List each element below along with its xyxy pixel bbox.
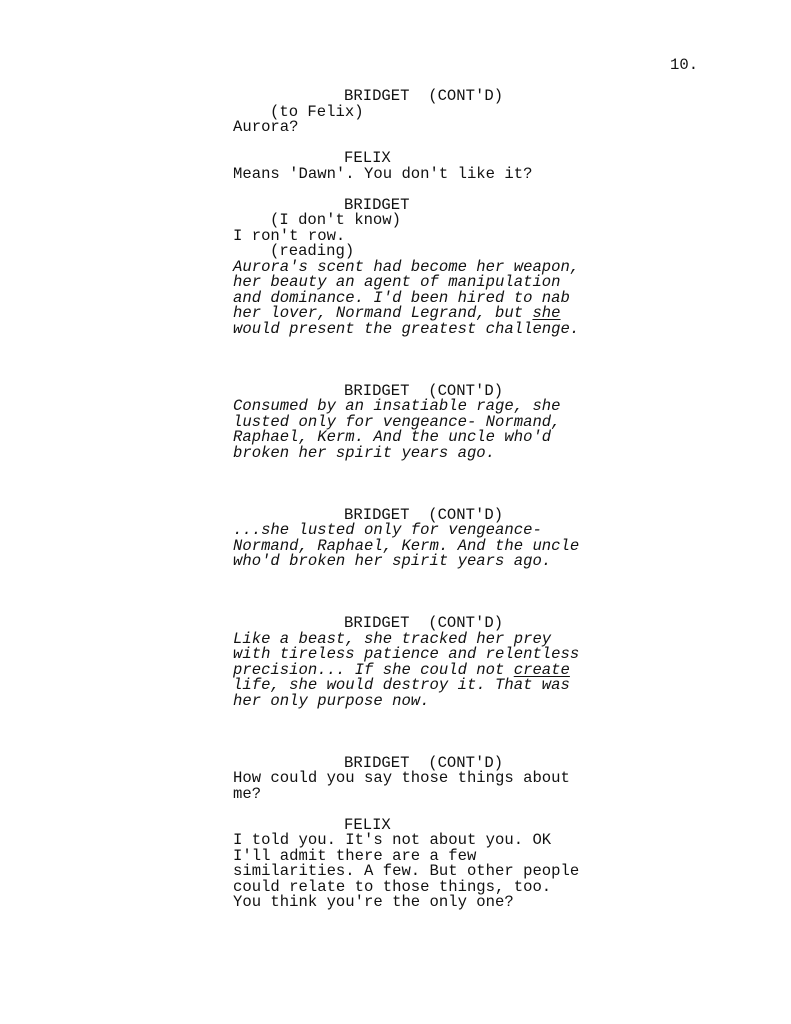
page-number: 10. [670, 56, 699, 74]
emphasis-underline: she [532, 304, 561, 322]
action-line [0, 725, 791, 741]
character-cue: FELIX [344, 815, 391, 834]
dialogue-block [0, 505, 791, 570]
dialogue-line: I told you. It's not about you. OK [233, 831, 552, 849]
dialogue-line-italic: with tireless patience and relentless [233, 645, 580, 663]
dialogue-line-italic: lusted only for vengeance- Normand, [233, 412, 561, 431]
dialogue-block [0, 151, 791, 182]
dialogue-line-italic: Consumed by an insatiable rage, she [233, 397, 561, 415]
dialogue-block [0, 815, 791, 911]
dialogue-line: I'll admit there are a few [233, 846, 477, 865]
dialogue-line-italic: her beauty an agent of manipulation [233, 273, 561, 291]
dialogue-block [0, 89, 791, 136]
character-cue: BRIDGET (CONT'D) [344, 753, 504, 772]
dialogue-line-italic: Aurora's scent had become her weapon, [233, 257, 580, 276]
dialogue-line: How could you say those things about [233, 769, 570, 787]
dialogue-block [0, 195, 791, 338]
dialogue-line-italic: Like a beast, she tracked her prey [233, 629, 552, 648]
dialogue-line: could relate to those things, too. [233, 877, 552, 896]
parenthetical: (to Felix) [270, 102, 364, 121]
dialogue-line: similarities. A few. But other people [233, 862, 580, 880]
action-line [0, 477, 791, 493]
dialogue-text: precision... If she could not [233, 660, 514, 679]
dialogue-line-italic: her only purpose now. [233, 691, 430, 710]
screenplay-body [0, 89, 791, 911]
dialogue-line-italic: ...she lusted only for vengeance- [233, 521, 542, 539]
character-cue: BRIDGET (CONT'D) [344, 381, 504, 400]
action-line [0, 353, 791, 369]
dialogue-line-italic: who'd broken her spirit years ago. [233, 552, 552, 570]
dialogue-block [0, 753, 791, 803]
dialogue-line: I ron't row. [233, 226, 346, 245]
character-cue: BRIDGET [344, 195, 410, 214]
character-cue: BRIDGET (CONT'D) [344, 614, 504, 632]
dialogue-line-italic: broken her spirit years ago. [233, 443, 496, 462]
dialogue-line-italic: would present the greatest challenge. [233, 319, 580, 338]
dialogue-line: You think you're the only one? [233, 893, 514, 911]
dialogue-line-italic: Normand, Raphael, Kerm. And the uncle [233, 536, 580, 555]
dialogue-line: me? [233, 784, 262, 803]
dialogue-line: Means 'Dawn'. You don't like it? [233, 164, 533, 183]
action-line [0, 585, 791, 601]
dialogue-line-italic: life, she would destroy it. That was [233, 676, 570, 694]
dialogue-block [0, 616, 791, 709]
character-cue: FELIX [344, 149, 391, 167]
character-cue: BRIDGET (CONT'D) [344, 87, 504, 105]
dialogue-block [0, 381, 791, 462]
dialogue-line: Aurora? [233, 118, 299, 136]
parenthetical: (reading) [270, 242, 355, 260]
dialogue-line-italic: Raphael, Kerm. And the uncle who'd [233, 428, 552, 446]
character-cue: BRIDGET (CONT'D) [344, 505, 504, 524]
emphasis-underline: create [513, 660, 570, 679]
dialogue-line-italic: and dominance. I'd been hired to nab [233, 288, 570, 307]
parenthetical: (I don't know) [270, 211, 402, 229]
dialogue-text: her lover, Normand Legrand, but [233, 304, 533, 322]
